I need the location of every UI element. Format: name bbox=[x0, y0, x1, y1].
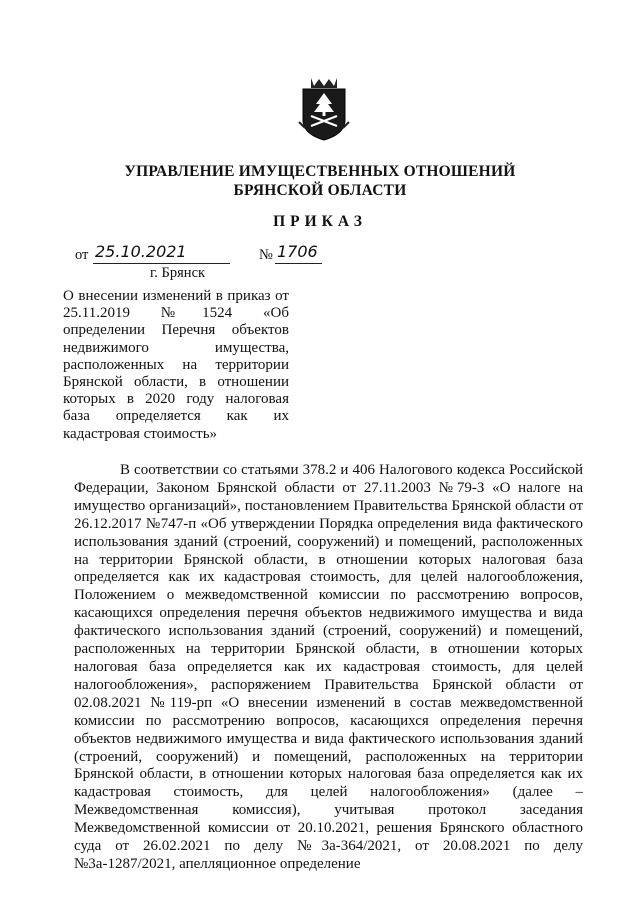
bryansk-coat-of-arms-icon bbox=[297, 76, 351, 142]
issue-city: г. Брянск bbox=[150, 265, 206, 281]
registration-line bbox=[75, 242, 375, 271]
document-type-title: ПРИКАЗ bbox=[273, 213, 367, 230]
org-name-line-1: УПРАВЛЕНИЕ ИМУЩЕСТВЕННЫХ ОТНОШЕНИЙ bbox=[124, 163, 516, 180]
document-number: 1706 bbox=[275, 241, 322, 264]
number-prefix: № bbox=[259, 247, 273, 263]
document-date: 25.10.2021 bbox=[93, 241, 230, 264]
date-prefix: от bbox=[75, 247, 89, 263]
body-paragraph: В соответствии со статьями 378.2 и 406 Налогового кодекса Российской Федерации, Законом Брянской области от 27.11.2003 №79-З «О налоге на имущество организаций», постановлением Правительства Брянской области от 26.12.2017 №747-п «Об утверждении Порядка определения вида фактического использования зданий (строений, сооружений) и помещений, расположенных на территории Брянской области, в отношении которых налоговая база определяется как их кадастровая стоимость, для целей налогообложения, Положением о межведомственной комиссии по рассмотрению вопросов, касающихся определения перечня объектов недвижимого имущества и вида фактического использования зданий (строений, сооружений) и помещений, расположенных на территории Брянской области, в отношении которых налоговая база определяется как их кадастровая стоимость, для целей налогообложения», распоряжением Правительства Брянской области от 02.08.2021 №119-рп «О внесении изменений в состав межведомственной комиссии по рассмотрению вопросов, касающихся определения перечня объектов недвижимого имущества и вида фактического использования зданий (строений, сооружений) и помещений, расположенных на территории Брянской области, в отношении которых налоговая база определяется как их кадастровая стоимость, для целей налогообложения» (далее – Межведомственная комиссия), учитывая протокол заседания Межведомственной комиссии от 20.10.2021, решения Брянского областного суда от 26.02.2021 по делу №3а-364/2021, от 20.08.2021 по делу №3а-1287/2021, апелляционное определение bbox=[74, 462, 583, 872]
org-name-line-2: БРЯНСКОЙ ОБЛАСТИ bbox=[233, 182, 407, 199]
document-subject: О внесении изменений в приказ от 25.11.2019 №1524 «Об определении Перечня объектов недвижимого имущества, расположенных на территории Брянской области, в отношении которых в 2020 году налоговая база определяется как их кадастровая стоимость» bbox=[63, 288, 289, 442]
